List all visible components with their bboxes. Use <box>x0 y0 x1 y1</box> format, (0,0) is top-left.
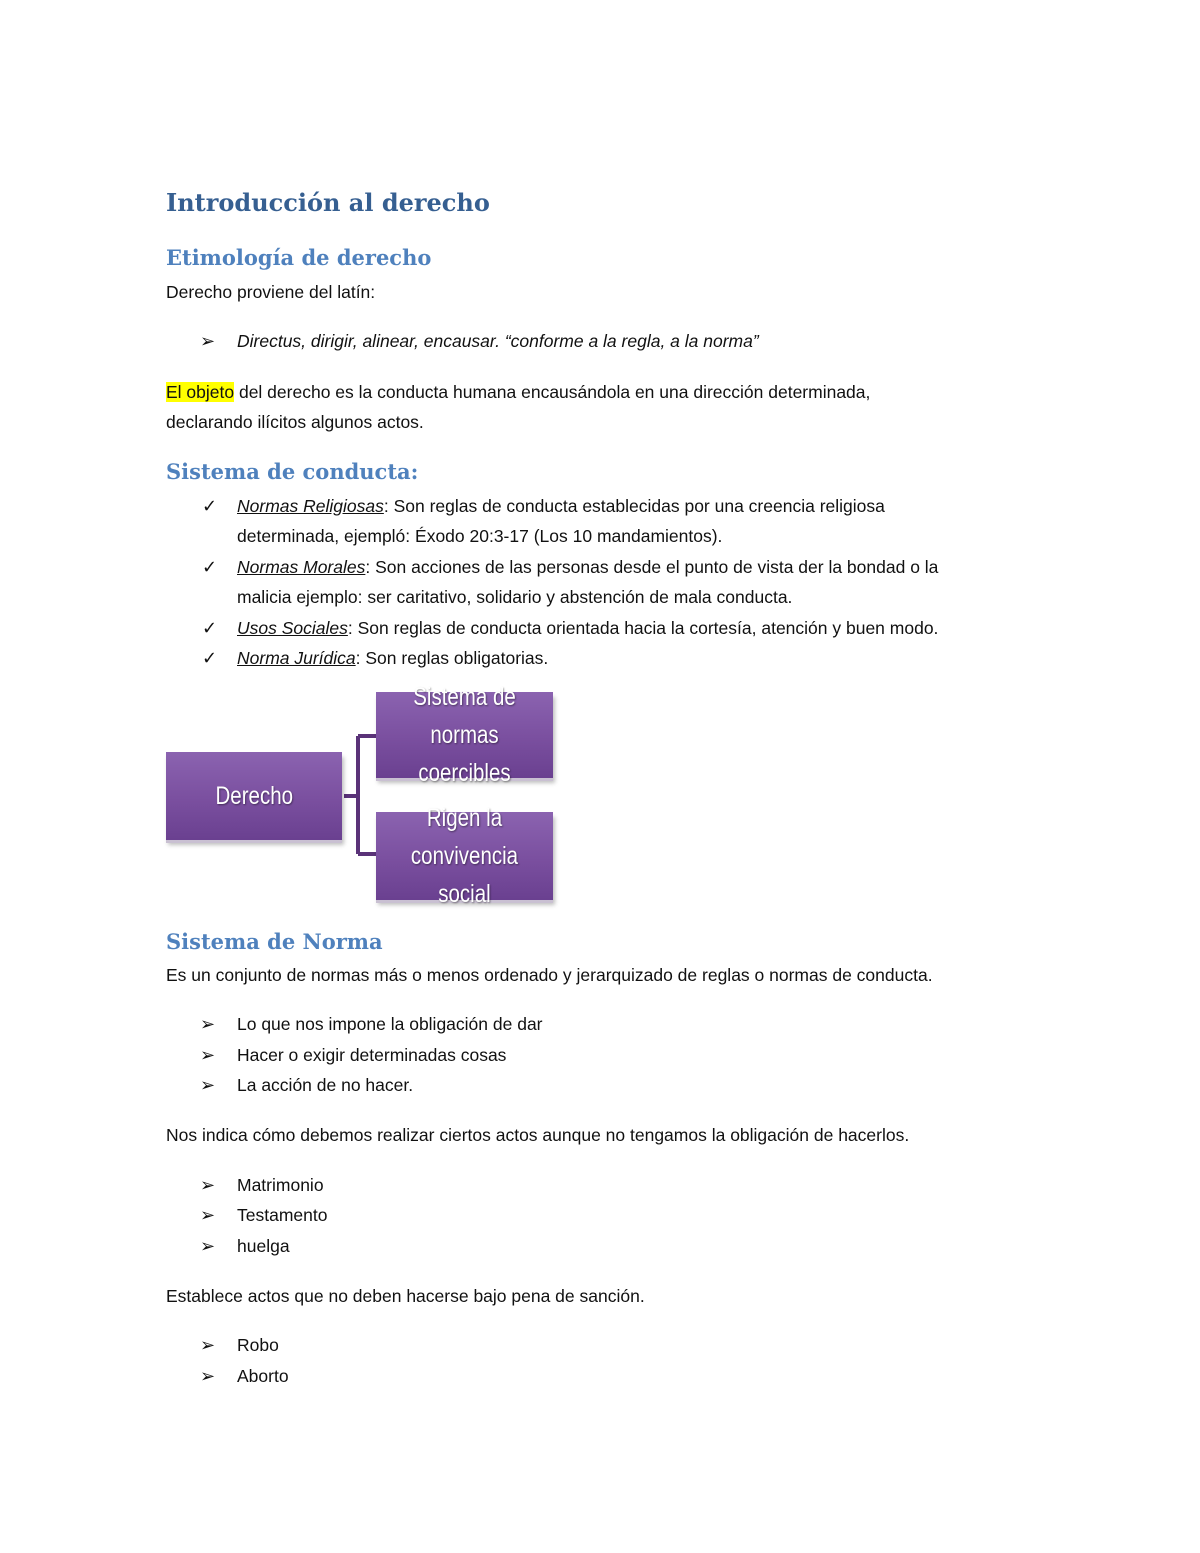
objeto-rest: del derecho es la conducta humana encausándola en una dirección determinada, <box>234 382 871 402</box>
check-bullet-icon: ✓ <box>202 496 218 516</box>
list-item-usos-sociales <box>237 616 938 640</box>
check-bullet-icon: ✓ <box>202 618 218 638</box>
list-item-continuation: malicia ejemplo: ser caritativo, solidario y abstención de mala conducta. <box>237 587 793 607</box>
paragraph-nos-indica: Nos indica cómo debemos realizar ciertos actos aunque no tengamos la obligación de hacerlos. <box>166 1125 910 1145</box>
list-item-normas-morales <box>237 555 938 579</box>
arrow-bullet-icon: ➢ <box>200 1236 216 1256</box>
term-norma-juridica: Norma Jurídica <box>237 648 356 668</box>
paragraph-sistema-norma-intro: Es un conjunto de normas más o menos ordenado y jerarquizado de reglas o normas de conducta. <box>166 965 933 985</box>
list-item: Robo <box>237 1335 279 1355</box>
definition-text: : Son acciones de las personas desde el punto de vista der la bondad o la <box>365 557 939 577</box>
list-item: Matrimonio <box>237 1175 324 1195</box>
list-item: huelga <box>237 1236 290 1256</box>
diagram-node-derecho <box>166 752 342 840</box>
directus-text: Directus, dirigir, alinear, encausar. <box>237 331 505 351</box>
list-item-directus <box>237 329 759 353</box>
paragraph-establece: Establece actos que no deben hacerse bajo pena de sanción. <box>166 1286 645 1306</box>
list-item: La acción de no hacer. <box>237 1075 414 1095</box>
diagram-connector <box>340 730 380 860</box>
arrow-bullet-icon: ➢ <box>200 1335 216 1355</box>
definition-text: : Son reglas obligatorias. <box>355 648 549 668</box>
term-usos-sociales: Usos Sociales <box>237 618 348 638</box>
directus-quote: “conforme a la regla, a la norma” <box>504 331 759 351</box>
heading-sistema-conducta: Sistema de conducta: <box>166 459 419 484</box>
page-title: Introducción al derecho <box>166 188 490 217</box>
term-normas-religiosas: Normas Religiosas <box>237 496 384 516</box>
diagram-node-label: Derecho <box>215 782 293 810</box>
list-item-continuation: determinada, ejempló: Éxodo 20:3-17 (Los 10 mandamientos). <box>237 526 723 546</box>
paragraph-etimologia-intro: Derecho proviene del latín: <box>166 282 376 302</box>
arrow-bullet-icon: ➢ <box>200 1366 216 1386</box>
list-item: Hacer o exigir determinadas cosas <box>237 1045 507 1065</box>
definition-text: : Son reglas de conducta orientada hacia la cortesía, atención y buen modo. <box>347 618 939 638</box>
list-item: Testamento <box>237 1205 328 1225</box>
arrow-bullet-icon: ➢ <box>200 331 216 351</box>
paragraph-objeto-line1 <box>166 380 870 404</box>
term-normas-morales: Normas Morales <box>237 557 366 577</box>
highlighted-text: El objeto <box>166 382 235 402</box>
check-bullet-icon: ✓ <box>202 557 218 577</box>
diagram-node-label: Rigen la convivencia social <box>410 804 519 908</box>
heading-etimologia: Etimología de derecho <box>166 245 432 270</box>
paragraph-objeto-line2: declarando ilícitos algunos actos. <box>166 412 424 432</box>
arrow-bullet-icon: ➢ <box>200 1205 216 1225</box>
arrow-bullet-icon: ➢ <box>200 1175 216 1195</box>
arrow-bullet-icon: ➢ <box>200 1075 216 1095</box>
diagram-node-label: Sistema de normas coercibles <box>413 683 516 787</box>
heading-sistema-norma: Sistema de Norma <box>166 929 383 954</box>
list-item: Aborto <box>237 1366 289 1386</box>
arrow-bullet-icon: ➢ <box>200 1045 216 1065</box>
check-bullet-icon: ✓ <box>202 648 218 668</box>
diagram-node-sistema-normas <box>376 683 553 787</box>
arrow-bullet-icon: ➢ <box>200 1014 216 1034</box>
list-item-normas-religiosas <box>237 494 885 518</box>
list-item: Lo que nos impone la obligación de dar <box>237 1014 543 1034</box>
definition-text: : Son reglas de conducta establecidas por una creencia religiosa <box>383 496 885 516</box>
list-item-norma-juridica <box>237 646 548 670</box>
diagram-node-rigen <box>376 804 553 908</box>
